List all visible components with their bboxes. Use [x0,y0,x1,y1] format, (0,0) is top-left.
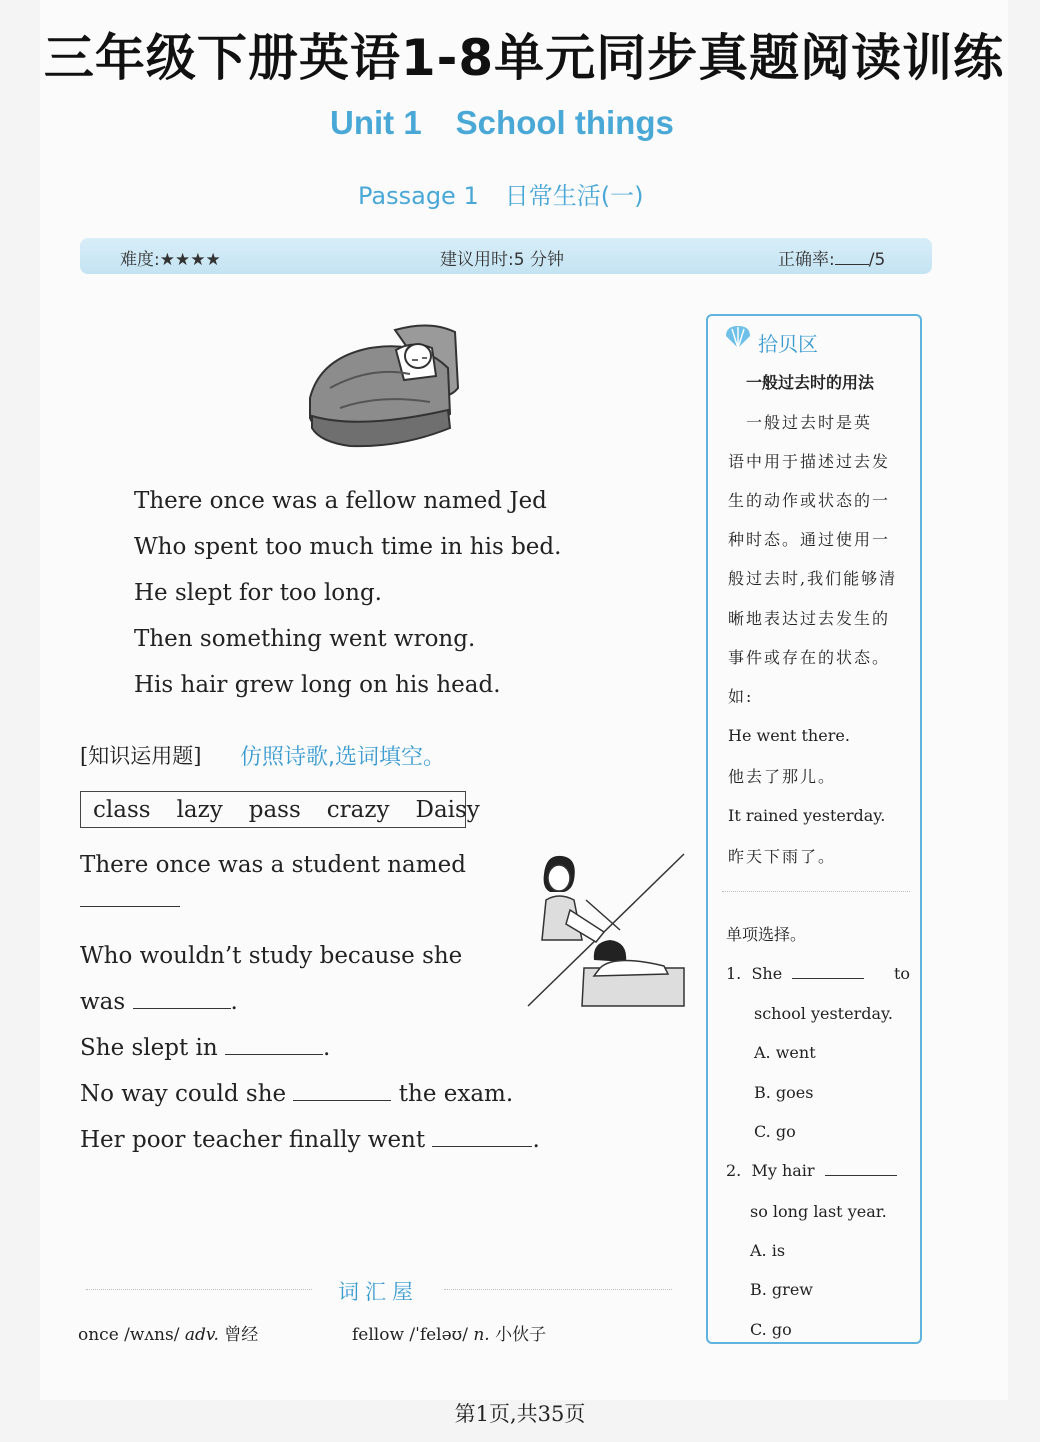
unit-name: School things [455,104,674,141]
vocab-divider-right [444,1289,672,1290]
option-a[interactable]: A. went [754,1043,816,1062]
example-en: It rained yesterday. [728,806,886,825]
grammar-text-line: 语中用于描述过去发 [728,452,891,471]
option-b[interactable]: B. grew [750,1280,813,1299]
word-bank [80,791,480,828]
passage-name: 日常生活(一) [504,182,644,210]
knowledge-sidebar [706,314,922,1344]
fill-line-5: No way could she the exam. [80,1081,514,1107]
poem-line: Then something went wrong. [134,626,476,652]
sleeping-boy-illustration [300,318,466,450]
accuracy-blank[interactable] [835,250,869,265]
page-indicator: 第1页,共35页 [454,1402,586,1426]
fill-line-6: Her poor teacher finally went . [80,1127,540,1153]
question-1: 1. She to [726,964,910,983]
vocab-title: 词汇屋 [338,1280,419,1304]
grammar-text-line: 一般过去时是英 [728,413,873,432]
teacher-student-illustration [524,850,686,1010]
passage-title [358,176,643,211]
word-bank-item: Daisy [415,796,480,823]
unit-title [330,104,674,142]
difficulty-rating: 难度:★★★★ [120,250,221,270]
example-en: He went there. [728,726,850,745]
answer-blank-1[interactable] [80,906,180,907]
sidebar-heading: 拾贝区 [758,332,818,356]
quiz-title: 单项选择。 [726,925,807,944]
fill-line-3: was . [80,989,238,1015]
poem-line: There once was a fellow named Jed [134,488,547,514]
grammar-text-line: 晰地表达过去发生的 [728,609,891,628]
shell-icon [724,324,752,350]
accuracy-rate: 正确率: /5 [778,250,886,270]
poem-line: Who spent too much time in his bed. [134,534,562,560]
example-zh: 昨天下雨了。 [728,847,837,866]
option-c[interactable]: C. go [750,1320,792,1339]
fill-line-4: She slept in . [80,1035,331,1061]
option-b[interactable]: B. goes [754,1083,814,1102]
vocab-entry: once /wʌns/ adv. 曾经 [78,1325,259,1345]
word-bank-item: pass [248,796,301,823]
word-bank-item: crazy [326,796,390,823]
grammar-topic: 一般过去时的用法 [746,373,875,392]
exercise-tag: [知识运用题] [80,744,202,768]
question-2-cont: so long last year. [750,1202,887,1221]
vocab-entry: fellow /ˈfeləʊ/ n. 小伙子 [352,1325,547,1345]
exercise-instruction: 仿照诗歌,选词填空。 [240,745,445,770]
grammar-text-line: 事件或存在的状态。 [728,648,891,667]
info-bar [80,238,932,274]
unit-label: Unit 1 [330,104,422,141]
main-title: 三年级下册英语1-8单元同步真题阅读训练 [43,29,1005,87]
question-2: 2. My hair [726,1161,897,1180]
q1-blank[interactable] [792,964,864,979]
sidebar-divider [722,891,910,892]
poem-line: His hair grew long on his head. [134,672,501,698]
fill-line-1: There once was a student named [80,852,466,878]
answer-blank-4[interactable] [293,1082,391,1101]
grammar-text-line: 生的动作或状态的一 [728,491,891,510]
answer-blank-3[interactable] [225,1036,323,1055]
answer-blank-2[interactable] [133,990,231,1009]
grammar-text-line: 种时态。通过使用一 [728,530,891,549]
vocab-divider-left [86,1289,312,1290]
grammar-text-line: 般过去时,我们能够清 [728,569,898,588]
word-bank-item: lazy [176,796,223,823]
fill-line-2: Who wouldn’t study because she [80,943,463,969]
suggested-time: 建议用时:5 分钟 [440,250,564,270]
grammar-text-line: 如: [728,687,754,706]
question-1-cont: school yesterday. [754,1004,893,1023]
passage-label: Passage 1 [358,182,479,210]
option-a[interactable]: A. is [750,1241,786,1260]
word-bank-item: class [93,796,151,823]
example-zh: 他去了那儿。 [728,767,837,786]
q2-blank[interactable] [825,1161,897,1176]
answer-blank-5[interactable] [432,1128,532,1147]
option-c[interactable]: C. go [754,1122,796,1141]
poem-line: He slept for too long. [134,580,382,606]
